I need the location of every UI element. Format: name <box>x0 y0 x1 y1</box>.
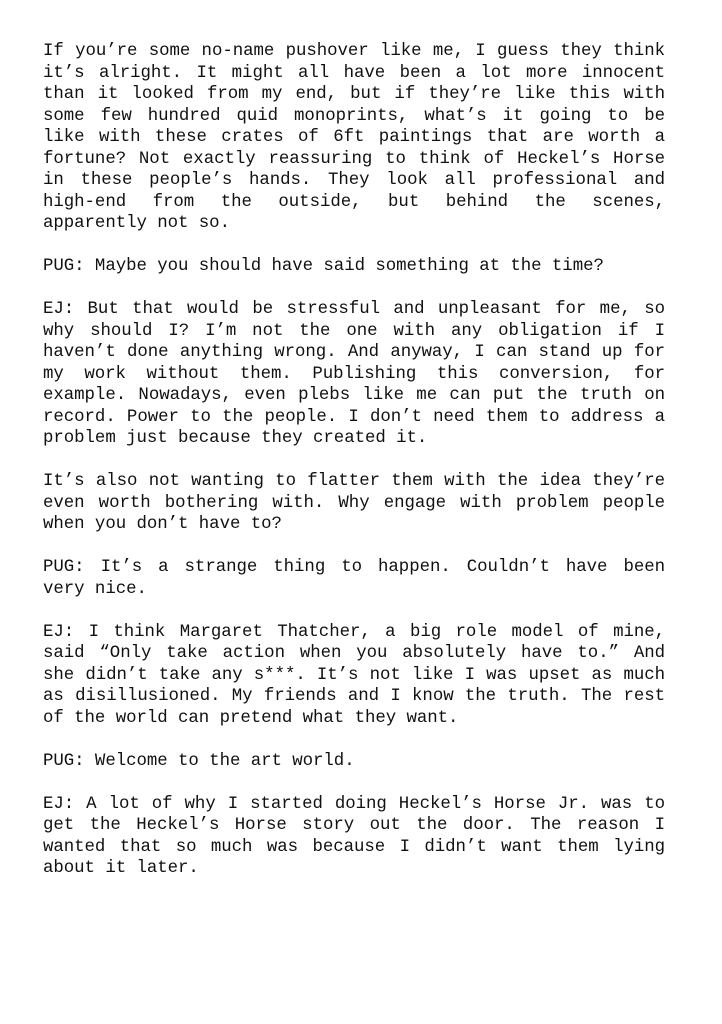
paragraph-ej-heckels-horse: EJ: A lot of why I started doing Heckel’s Horse Jr. was to get the Heckel’s Horse story out the door. The reason I wanted that so much was because I didn’t want them lying about it later. <box>43 794 665 878</box>
paragraph-pug-strange: PUG: It’s a strange thing to happen. Couldn’t have been very nice. <box>43 558 665 599</box>
paragraph-pug-question: PUG: Maybe you should have said something at the time? <box>43 257 604 276</box>
paragraph-flatter: It’s also not wanting to flatter them with the idea they’re even worth bothering with. Why engage with problem people when you don’t have to? <box>43 472 665 534</box>
paragraph-pushover: If you’re some no-name pushover like me, I guess they think it’s alright. It might all have been a lot more innocent than it looked from my end, but if they’re like this with some few hundred quid monoprints, what’s it going to be like with these crates of 6ft paintings that are worth a fortune? Not exactly reassuring to think of Heckel’s Horse in these people’s hands. They look all professional and high-end from the outside, but behind the scenes, apparently not so. <box>43 42 665 233</box>
paragraph-ej-thatcher: EJ: I think Margaret Thatcher, a big role model of mine, said “Only take action when you absolutely have to.” And she didn’t take any s***. It’s not like I was upset as much as disillusioned. My friends and I know the truth. The rest of the world can pretend what they want. <box>43 622 665 728</box>
paragraph-ej-stressful: EJ: But that would be stressful and unpleasant for me, so why should I? I’m not the one with any obligation if I haven’t done anything wrong. And anyway, I can stand up for my work without them. Publishing this conversion, for example. Nowadays, even plebs like me can put the truth on record. Power to the people. I don’t need them to address a problem just because they created it. <box>43 300 665 448</box>
document-page <box>43 41 665 880</box>
paragraph-pug-welcome: PUG: Welcome to the art world. <box>43 751 355 771</box>
